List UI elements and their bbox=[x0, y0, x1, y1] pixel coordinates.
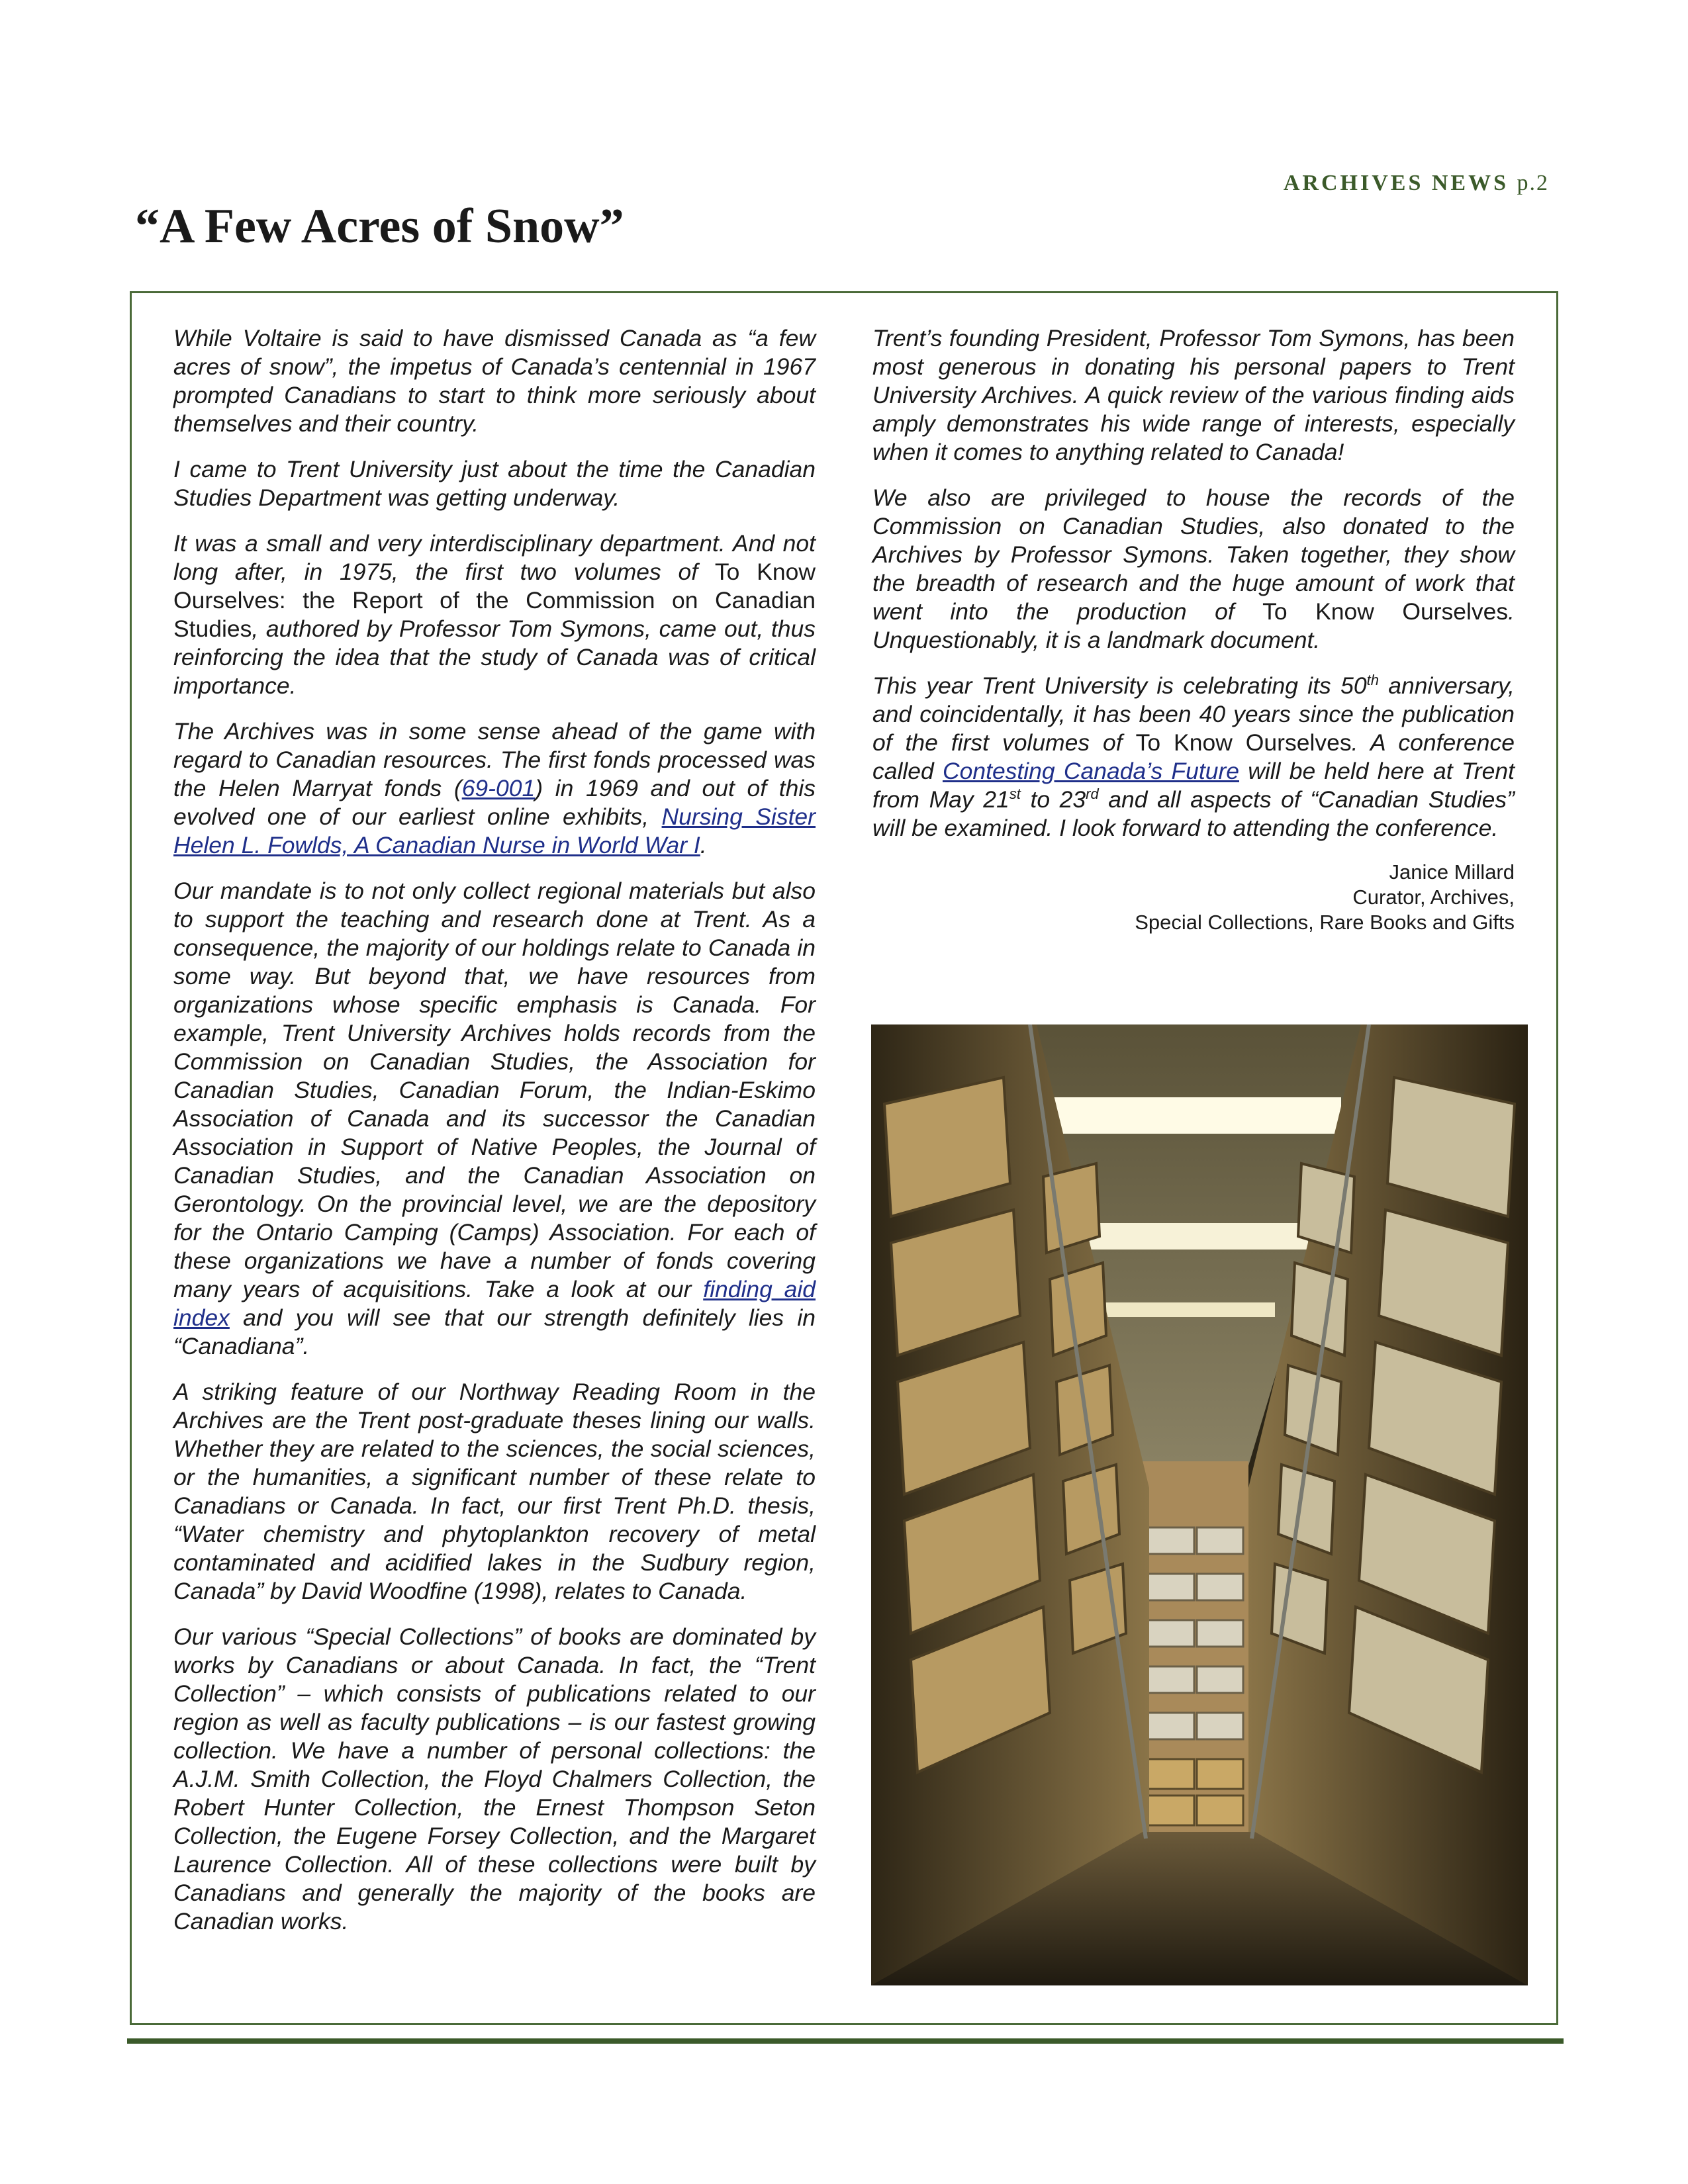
text: Our mandate is to not only collect regional materials but also to support the teaching and research done at Trent. As a consequence, the majority of our holdings relate to Canada in some way. But beyond that, we have resources from organizations whose specific emphasis is Canada. For example, Trent University Archives holds records from the Commission on Canadian Studies, the Association for Canadian Studies, Canadian Forum, the Indian-Eskimo Association of Canada and its successor the Canadian Association in Support of Native Peoples, the Journal of Canadian Studies, and the Canadian Association on Gerontology. On the provincial level, we are the depository for the Ontario Camping (Camps) Association. For each of these organizations we have a number of fonds covering many years of acquisitions. Take a look at our bbox=[173, 878, 816, 1302]
superscript: rd bbox=[1086, 786, 1099, 803]
text: . bbox=[700, 832, 707, 858]
superscript: th bbox=[1366, 672, 1379, 689]
text: . Unquestionably, it is a landmark document. bbox=[872, 598, 1515, 653]
paragraph bbox=[173, 877, 816, 1361]
section-header bbox=[1284, 171, 1549, 196]
text: and all aspects of “Canadian Studies” will be examined. I look forward to attending the conference. bbox=[872, 786, 1515, 841]
paragraph bbox=[173, 717, 816, 860]
section-name: ARCHIVES NEWS bbox=[1283, 171, 1509, 195]
text: to 23 bbox=[1020, 786, 1086, 813]
text: ) in 1969 and out of this evolved one of our earliest online exhibits, bbox=[173, 775, 816, 830]
book-title: To Know Ourselves: the Report of the Commission on Canadian Studies bbox=[173, 559, 816, 642]
archives-stacks-photo bbox=[871, 1024, 1528, 1985]
paragraph: A striking feature of our Northway Reading Room in the Archives are the Trent post-graduate theses lining our walls. Whether they are related to the sciences, the social sciences, or the humanities, a significant number of these relate to Canadians or Canada. In fact, our first Trent Ph.D. thesis, “Water chemistry and phytoplankton recovery of metal contaminated and acidified lakes in the Sudbury region, Canada” by David Woodfine (1998), relates to Canada. bbox=[173, 1379, 816, 1604]
text: We also are privileged to house the records of the Commission on Canadian Studies, also donated to the Archives by Professor Symons. Taken together, they show the breadth of research and the huge amount of work that went into the production of bbox=[872, 484, 1515, 625]
page-number: p.2 bbox=[1517, 171, 1549, 195]
text: and you will see that our strength definitely lies in “Canadiana”. bbox=[173, 1304, 816, 1359]
author-title: Special Collections, Rare Books and Gifts bbox=[1135, 911, 1515, 934]
nursing-sister-exhibit-link[interactable]: Nursing Sister Helen L. Fowlds, A Canadian Nurse in World War I bbox=[173, 803, 816, 858]
archives-aisle-image bbox=[871, 1024, 1528, 1985]
text: This year Trent University is celebrating its 50 bbox=[872, 672, 1367, 699]
book-title: To Know Ourselves bbox=[1262, 598, 1509, 625]
text: anniversary, and coincidentally, it has been 40 years since the publication of the first volumes of bbox=[872, 672, 1515, 756]
author-title: Curator, Archives, bbox=[1352, 886, 1515, 909]
finding-aid-index-link[interactable]: finding aid index bbox=[173, 1276, 816, 1331]
paragraph: While Voltaire is said to have dismissed Canada as “a few acres of snow”, the impetus of Canada’s centennial in 1967 prompted Canadians to start to think more seriously about themselves and their country. bbox=[173, 325, 816, 437]
paragraph bbox=[872, 672, 1515, 842]
left-column bbox=[173, 324, 816, 1953]
text: It was a small and very interdisciplinary department. And not long after, in 1975, the first two volumes of bbox=[173, 530, 816, 585]
fonds-69-001-link[interactable]: 69-001 bbox=[461, 775, 536, 801]
superscript: st bbox=[1009, 786, 1021, 803]
book-title: To Know Ourselves bbox=[1135, 729, 1352, 756]
paragraph: Our various “Special Collections” of books are dominated by works by Canadians or about Canada. In fact, the “Trent Collection” – which consists of publications related to our region as well as faculty publications – is our fastest growing collection. We have a number of personal collections: the A.J.M. Smith Collection, the Floyd Chalmers Collection, the Robert Hunter Collection, the Ernest Thompson Seton Collection, the Eugene Forsey Collection, and the Margaret Laurence Collection. All of these collections were built by Canadians and generally the majority of the books are Canadian works. bbox=[173, 1623, 816, 1934]
text: will be held here at Trent from May 21 bbox=[872, 758, 1515, 813]
signature-block bbox=[872, 860, 1515, 935]
text: , authored by Professor Tom Symons, came out, thus reinforcing the idea that the study of Canada was of critical importance. bbox=[173, 615, 816, 699]
bottom-rule bbox=[127, 2038, 1564, 2044]
paragraph: Trent’s founding President, Professor Tom Symons, has been most generous in donating his personal papers to Trent University Archives. A quick review of the various finding aids amply demonstrates his wide range of interests, especially when it comes to anything related to Canada! bbox=[872, 325, 1515, 465]
text: . A conference called bbox=[872, 729, 1515, 784]
paragraph bbox=[173, 529, 816, 700]
right-column bbox=[872, 324, 1515, 935]
page-title: “A Few Acres of Snow” bbox=[135, 199, 624, 253]
contesting-canadas-future-link[interactable]: Contesting Canada’s Future bbox=[942, 758, 1240, 784]
text: The Archives was in some sense ahead of the game with regard to Canadian resources. The first fonds processed was the Helen Marryat fonds ( bbox=[173, 718, 816, 801]
paragraph bbox=[872, 484, 1515, 655]
paragraph: I came to Trent University just about the time the Canadian Studies Department was getting underway. bbox=[173, 456, 816, 511]
author-name: Janice Millard bbox=[1389, 860, 1515, 884]
